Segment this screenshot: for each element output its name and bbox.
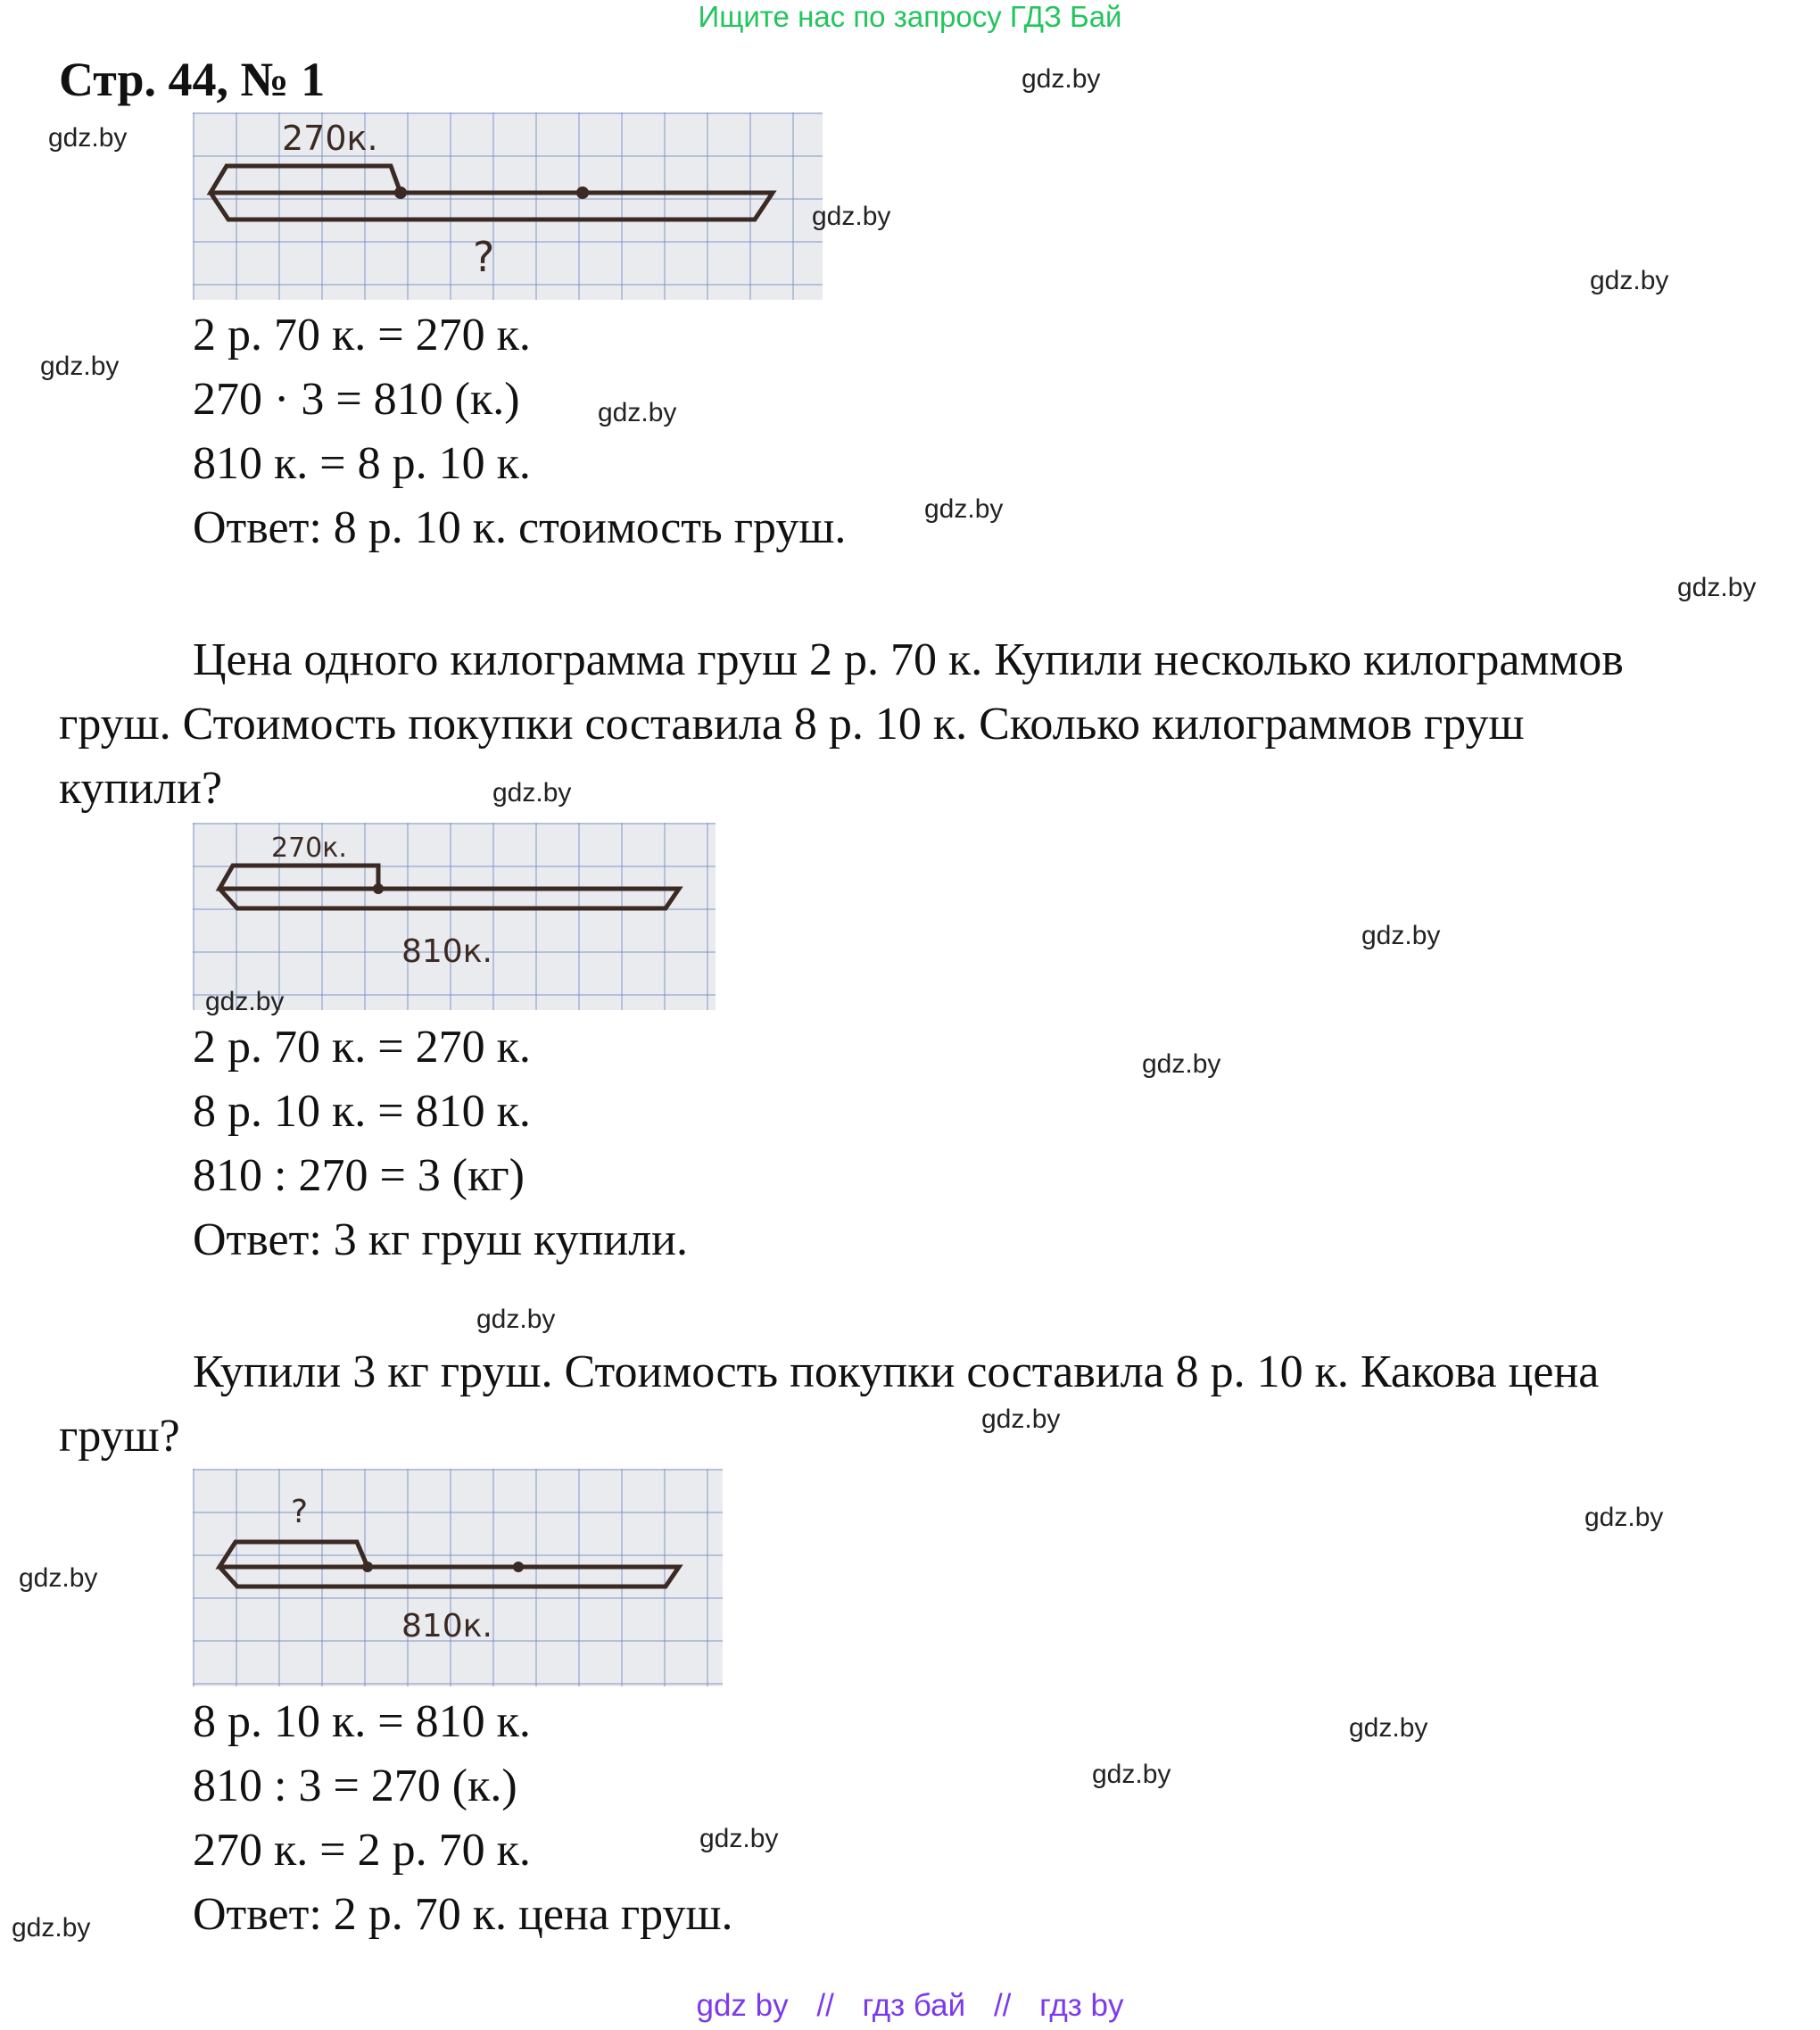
footer-separator: // [993, 1988, 1012, 2023]
header-banner[interactable]: Ищите нас по запросу ГДЗ Бай [698, 0, 1122, 33]
watermark: gdz.by [476, 1305, 556, 1334]
task1-point-2 [576, 186, 589, 199]
task3-diagram-photo [193, 1469, 723, 1686]
task3-question-mark: ? [291, 1494, 309, 1530]
watermark: gdz.by [40, 352, 120, 381]
watermark: gdz.by [205, 987, 285, 1016]
task2-line-1: 2 р. 70 к. = 270 к. [193, 1022, 531, 1073]
footer [0, 1988, 1820, 2024]
watermark: gdz.by [1142, 1049, 1221, 1079]
task1-whole-segment [211, 193, 773, 220]
task3-line-1: 8 р. 10 к. = 810 к. [193, 1696, 531, 1747]
task3-total-label: 810к. [401, 1608, 492, 1645]
watermark: gdz.by [1092, 1760, 1171, 1789]
task1-answer: Ответ: 8 р. 10 к. стоимость груш. [193, 502, 847, 553]
task3-text-line-2: груш? [59, 1411, 180, 1462]
task2-line-3: 810 : 270 = 3 (кг) [193, 1150, 525, 1201]
footer-separator: // [816, 1988, 834, 2023]
watermark: gdz.by [1677, 573, 1757, 602]
watermark: gdz.by [492, 778, 572, 808]
task1-part-segment [211, 166, 401, 193]
task1-line-1: 2 р. 70 к. = 270 к. [193, 310, 531, 360]
task2-answer: Ответ: 3 кг груш купили. [193, 1214, 689, 1265]
page-title: Стр. 44, № 1 [59, 53, 326, 106]
task2-point-1 [373, 883, 384, 894]
task2-whole-segment [219, 889, 679, 908]
task2-line-2: 8 р. 10 к. = 810 к. [193, 1086, 531, 1137]
watermark: gdz.by [598, 398, 677, 427]
task2-total-label: 810к. [401, 933, 492, 970]
task3-point-2 [513, 1562, 524, 1572]
task1-point-1 [394, 186, 407, 199]
watermark: gdz.by [12, 1913, 91, 1943]
task2-part-label: 270к. [271, 833, 347, 864]
watermark: gdz.by [699, 1824, 779, 1853]
task1-line-3: 810 к. = 8 р. 10 к. [193, 438, 531, 489]
footer-link-gdz-by-ru[interactable]: гдз by [1039, 1988, 1124, 2023]
task1-diagram-photo [193, 112, 823, 300]
task2-text-line-1: Цена одного килограмма груш 2 р. 70 к. Купили несколько килограммов [193, 634, 1624, 685]
task2-diagram-photo [193, 823, 716, 1010]
task3-whole-segment [219, 1567, 679, 1587]
watermark: gdz.by [19, 1563, 98, 1593]
watermark: gdz.by [1349, 1713, 1428, 1743]
task3-line-3: 270 к. = 2 р. 70 к. [193, 1825, 531, 1876]
watermark: gdz.by [812, 202, 891, 231]
watermark: gdz.by [924, 494, 1004, 524]
watermark: gdz.by [981, 1404, 1061, 1434]
watermark: gdz.by [1584, 1503, 1664, 1532]
footer-link-gdz-bai[interactable]: гдз бай [862, 1988, 966, 2023]
footer-link-gdz-by[interactable]: gdz by [696, 1988, 789, 2023]
task2-text-line-3: купили? [59, 763, 223, 814]
task3-answer: Ответ: 2 р. 70 к. цена груш. [193, 1889, 733, 1940]
watermark: gdz.by [1361, 921, 1441, 950]
task3-part-segment [219, 1542, 368, 1567]
watermark: gdz.by [48, 123, 128, 153]
task2-part-segment [219, 866, 378, 889]
watermark: gdz.by [1590, 266, 1669, 295]
task3-point-1 [362, 1562, 373, 1572]
watermark: gdz.by [1022, 64, 1101, 94]
task2-text-line-2: груш. Стоимость покупки составила 8 р. 10 к. Сколько килограммов груш [59, 699, 1525, 750]
task1-part-label: 270к. [282, 119, 378, 158]
task3-line-2: 810 : 3 = 270 (к.) [193, 1761, 517, 1811]
task1-line-2: 270 · 3 = 810 (к.) [193, 374, 520, 425]
task1-question-mark: ? [473, 233, 495, 281]
task3-text-line-1: Купили 3 кг груш. Стоимость покупки составила 8 р. 10 к. Какова цена [193, 1346, 1600, 1397]
